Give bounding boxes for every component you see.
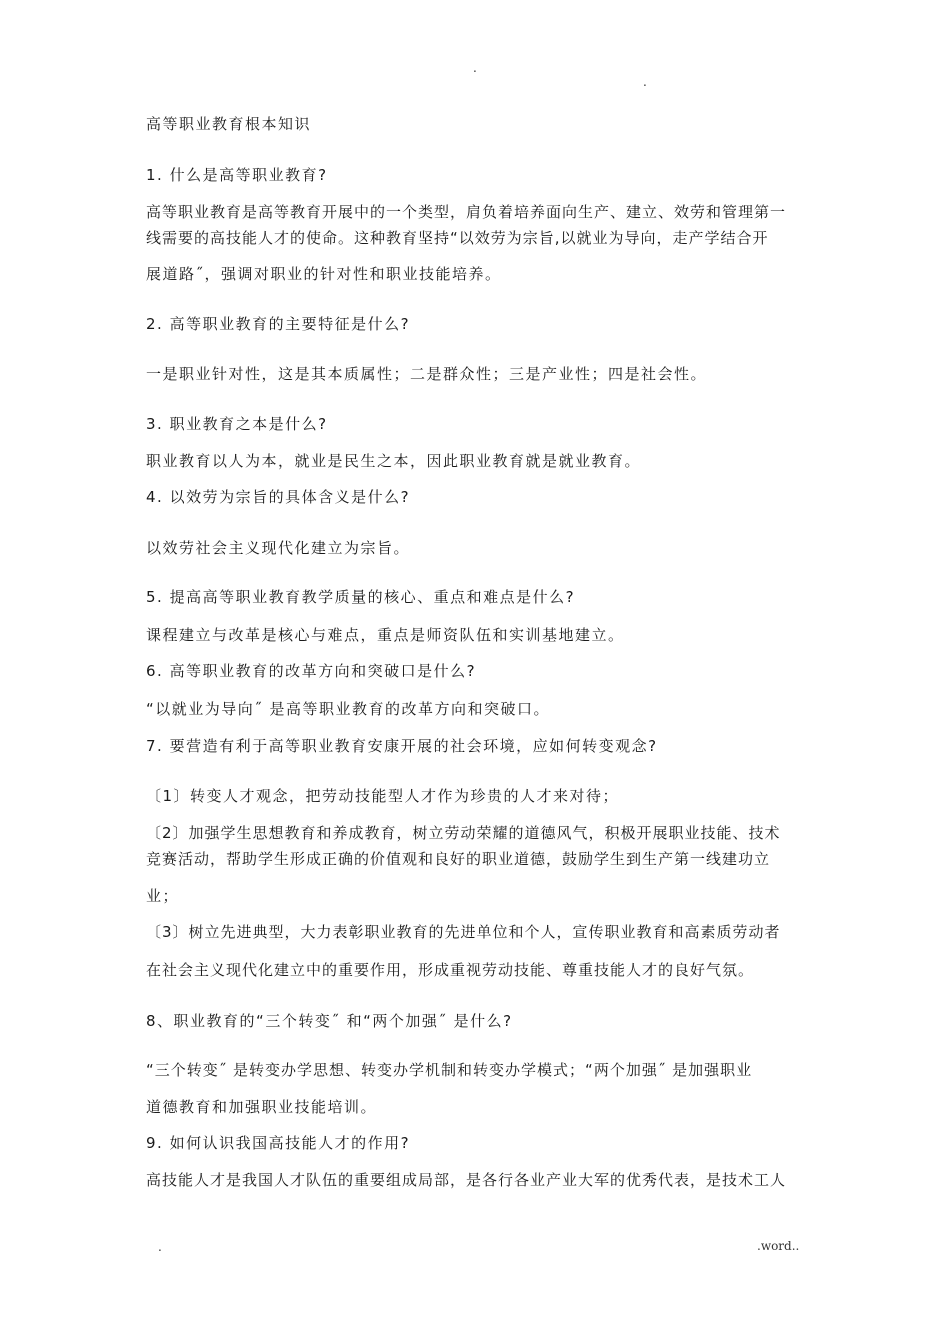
answer-7-item-2-line-3: 业；: [146, 887, 180, 905]
answer-1-line-2: 线需要的高技能人才的使命。这种教育坚持“以效劳为宗旨,以就业为导向，走产学结合开: [146, 229, 769, 247]
question-9: 9. 如何认识我国高技能人才的作用?: [146, 1134, 411, 1152]
answer-1-line-3: 展道路˝，强调对职业的针对性和职业技能培养。: [146, 265, 502, 283]
answer-9-line-1: 高技能人才是我国人才队伍的重要组成局部，是各行各业产业大军的优秀代表，是技术工人: [146, 1171, 787, 1189]
question-8: 8、职业教育的“三个转变˝ 和“两个加强˝ 是什么?: [146, 1012, 513, 1030]
answer-3: 职业教育以人为本，就业是民生之本，因此职业教育就是就业教育。: [146, 452, 642, 470]
answer-7-item-2-line-2: 竞赛活动，帮助学生形成正确的价值观和良好的职业道德，鼓励学生到生产第一线建功立: [146, 850, 771, 868]
answer-7-item-3-line-2: 在社会主义现代化建立中的重要作用，形成重视劳动技能、尊重技能人才的良好气氛。: [146, 961, 755, 979]
question-1: 1. 什么是高等职业教育?: [146, 166, 328, 184]
answer-5: 课程建立与改革是核心与难点，重点是师资队伍和实训基地建立。: [146, 626, 625, 644]
answer-6: “以就业为导向˝ 是高等职业教育的改革方向和突破口。: [146, 700, 551, 718]
answer-8-line-1: “三个转变˝ 是转变办学思想、转变办学机制和转变办学模式；“两个加强˝ 是加强职业: [146, 1061, 753, 1079]
answer-1-line-1: 高等职业教育是高等教育开展中的一个类型，肩负着培养面向生产、建立、效劳和管理第一: [146, 203, 787, 221]
answer-4: 以效劳社会主义现代化建立为宗旨。: [146, 539, 411, 557]
answer-8-line-2: 道德教育和加强职业技能培训。: [146, 1098, 378, 1116]
answer-7-item-1: 〔1〕转变人才观念，把劳动技能型人才作为珍贵的人才来对待；: [146, 787, 620, 805]
answer-2: 一是职业针对性，这是其本质属性；二是群众性；三是产业性；四是社会性。: [146, 365, 708, 383]
answer-7-item-3-line-1: 〔3〕树立先进典型，大力表彰职业教育的先进单位和个人，宣传职业教育和高素质劳动者: [146, 923, 781, 941]
question-3: 3. 职业教育之本是什么?: [146, 415, 328, 433]
question-4: 4. 以效劳为宗旨的具体含义是什么?: [146, 488, 411, 506]
footer-word-label: .word..: [757, 1239, 800, 1253]
question-2: 2. 高等职业教育的主要特征是什么?: [146, 315, 411, 333]
answer-7-item-2-line-1: 〔2〕加强学生思想教育和养成教育，树立劳动荣耀的道德风气，积极开展职业技能、技术: [146, 824, 781, 842]
question-7: 7. 要营造有利于高等职业教育安康开展的社会环境，应如何转变观念?: [146, 737, 658, 755]
footer-dot: .: [158, 1240, 162, 1254]
question-5: 5. 提高高等职业教育教学质量的核心、重点和难点是什么?: [146, 588, 576, 606]
document-title: 高等职业教育根本知识: [146, 115, 312, 133]
header-dot-right: .: [643, 75, 647, 89]
question-6: 6. 高等职业教育的改革方向和突破口是什么?: [146, 662, 477, 680]
header-dot-left: .: [473, 61, 477, 75]
